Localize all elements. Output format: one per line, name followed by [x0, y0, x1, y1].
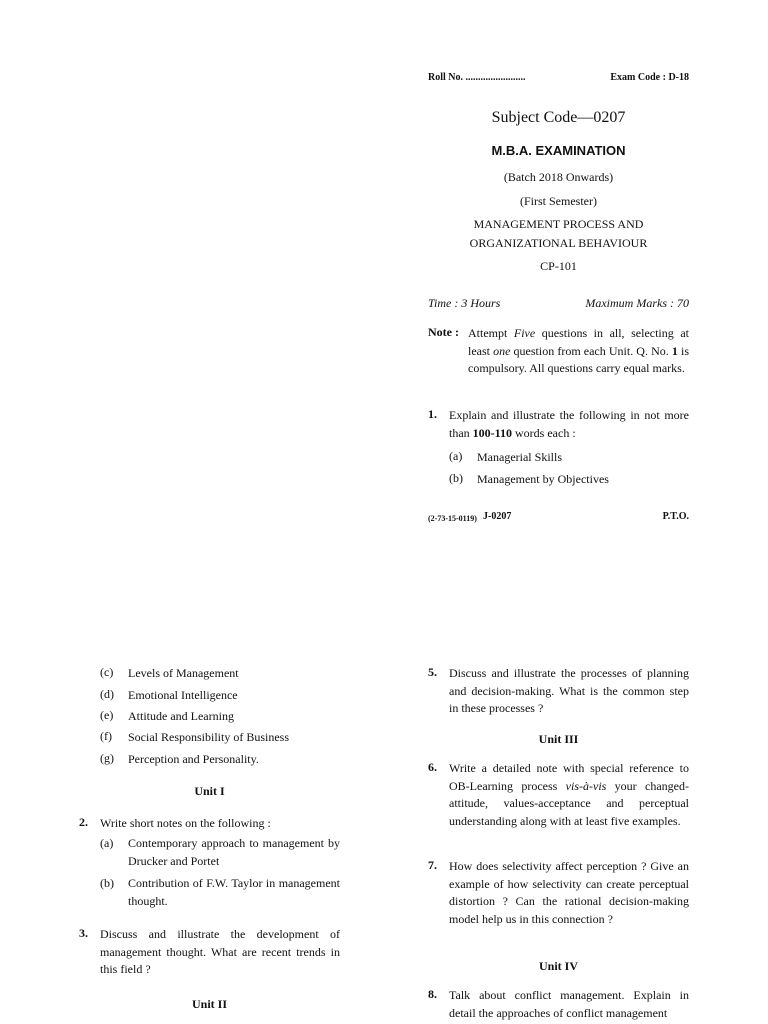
question-2-text: Write short notes on the following :: [100, 816, 271, 830]
subject-code: Subject Code—0207: [491, 109, 626, 126]
question-1-item-g: Perception and Personality.: [128, 752, 259, 766]
exam-name: M.B.A. EXAMINATION: [491, 143, 626, 158]
unit-4-heading: Unit IV: [538, 959, 578, 973]
question-1-item-g-label: (g): [100, 751, 114, 765]
question-6-number: 6.: [428, 760, 437, 774]
course-code: CP-101: [540, 259, 577, 273]
footer-pto: P.T.O.: [662, 511, 689, 522]
note-text: Attempt Five questions in all, selecting at least one question from each Unit. Q. No. 1 is compulsory. All questions carry equal marks.: [468, 326, 689, 375]
question-3-number: 3.: [79, 926, 88, 940]
batch: (Batch 2018 Onwards): [503, 170, 614, 184]
question-1-item-b: Management by Objectives: [477, 472, 609, 486]
question-1-item-a: Managerial Skills: [477, 450, 562, 464]
question-1-item-c: Levels of Management: [128, 666, 239, 680]
exam-code: Exam Code : D-18: [610, 72, 689, 83]
maximum-marks: Maximum Marks : 70: [585, 296, 689, 310]
question-2-item-a-label: (a): [100, 836, 114, 850]
question-1-item-d-label: (d): [100, 687, 114, 701]
question-1-item-e: Attitude and Learning: [128, 709, 234, 723]
unit-1-heading: Unit I: [194, 784, 225, 798]
question-1-item-a-label: (a): [449, 449, 463, 463]
question-6-text: Write a detailed note with special reference to OB-Learning process vis-à-vis your changed-attitude, values-acceptance and perceptual understanding along with at least five examples.: [449, 761, 689, 828]
course-title-line-2: ORGANIZATIONAL BEHAVIOUR: [469, 236, 648, 250]
roll-no: Roll No. ........................: [428, 72, 526, 83]
question-2-item-b-label: (b): [100, 876, 114, 890]
question-1-item-b-label: (b): [449, 471, 463, 485]
question-1-item-d: Emotional Intelligence: [128, 688, 238, 702]
question-7-text: How does selectivity affect perception ? Give an example of how selectivity can create perceptual distortion ? Can the rational decision-making model help us in this connection ?: [449, 859, 689, 926]
question-2-item-b: Contribution of F.W. Taylor in management thought.: [128, 876, 340, 908]
unit-2-heading: Unit II: [191, 997, 227, 1011]
time-allowed: Time : 3 Hours: [428, 296, 501, 310]
question-8-number: 8.: [428, 987, 437, 1001]
footer-print-code: (2-73-15-0119): [428, 514, 477, 523]
unit-3-heading: Unit III: [538, 732, 579, 746]
semester: (First Semester): [520, 194, 597, 208]
question-1-text: Explain and illustrate the following in not more than 100-110 words each :: [449, 408, 689, 440]
question-8-text: Talk about conflict management. Explain in detail the approaches of conflict management: [449, 988, 689, 1020]
question-1-item-c-label: (c): [100, 665, 114, 679]
question-5-number: 5.: [428, 665, 437, 679]
question-2-item-a: Contemporary approach to management by Drucker and Portet: [128, 836, 340, 868]
question-5-text: Discuss and illustrate the processes of planning and decision-making. What is the common step in these processes ?: [449, 666, 689, 715]
note-label: Note :: [428, 325, 459, 339]
question-7-number: 7.: [428, 858, 437, 872]
course-title-line-1: MANAGEMENT PROCESS AND: [473, 217, 644, 231]
question-3-text: Discuss and illustrate the development of management thought. What are recent trends in this field ?: [100, 927, 340, 976]
footer-paper-code: J-0207: [483, 511, 512, 522]
question-1-item-f-label: (f): [100, 729, 112, 743]
question-1-item-e-label: (e): [100, 708, 114, 722]
question-1-number: 1.: [428, 407, 437, 421]
question-2-number: 2.: [79, 815, 88, 829]
question-1-item-f: Social Responsibility of Business: [128, 730, 290, 744]
